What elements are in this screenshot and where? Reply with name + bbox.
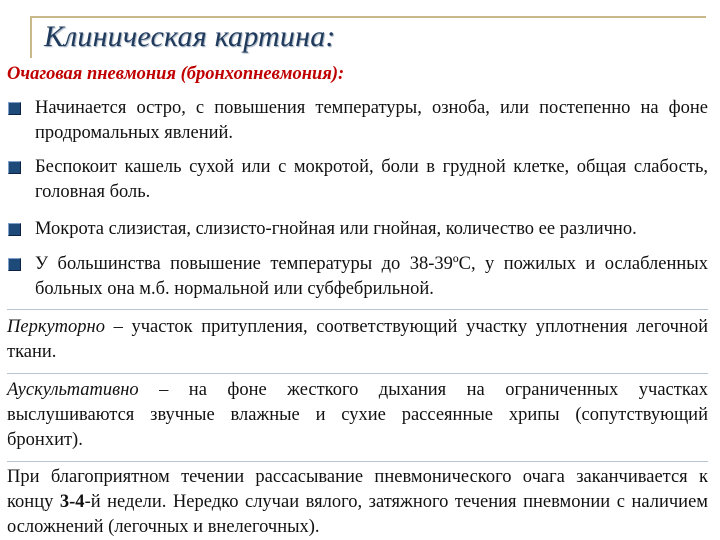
percussion-term: Перкуторно [7, 317, 105, 337]
bullet-text: У большинства повышение температуры до 38-39ºС, у пожилых и ослабленных больных она м.б. нормальной или субфебрильной. [35, 254, 708, 299]
square-bullet-icon [8, 223, 21, 236]
bullet-text: Мокрота слизистая, слизисто-гнойная или гнойная, количество ее различно. [35, 219, 637, 239]
outcome-weeks: 3-4 [59, 492, 85, 512]
square-bullet-icon [8, 161, 21, 174]
slide-content [7, 96, 708, 540]
bullet-item [7, 217, 708, 242]
auscultation-term: Аускультативно [7, 380, 139, 400]
square-bullet-icon [8, 258, 21, 271]
bullet-text: Начинается остро, с повышения температуры, озноба, или постепенно на фоне продромальных явлений. [35, 98, 708, 143]
bullet-item [7, 252, 708, 302]
slide-title: Клиническая картина: [44, 20, 336, 53]
outcome-paragraph [7, 461, 708, 540]
auscultation-text: – на фоне жесткого дыхания на ограниченных участках выслушиваются звучные влажные и сухие рассеянные хрипы (сопутствующий бронхит). [7, 380, 708, 450]
slide-subtitle: Очаговая пневмония (бронхопневмония): [7, 64, 345, 84]
square-bullet-icon [8, 102, 21, 115]
outcome-text-after: -й недели. Нередко случаи вялого, затяжного течения пневмонии с наличием осложнений (легочных и внелегочных). [7, 492, 708, 537]
title-frame-left [30, 16, 32, 58]
auscultation-paragraph [7, 373, 708, 453]
outcome-text-before: При благоприятном течении рассасывание пневмонического очага заканчивается к концу [7, 467, 708, 512]
title-frame-top [30, 16, 706, 18]
percussion-text: – участок притупления, соответствующий участку уплотнения легочной ткани. [7, 317, 708, 362]
bullet-text: Беспокоит кашель сухой или с мокротой, боли в грудной клетке, общая слабость, головная боль. [35, 157, 708, 202]
percussion-paragraph [7, 309, 708, 365]
bullet-item [7, 96, 708, 146]
bullet-item [7, 155, 708, 205]
